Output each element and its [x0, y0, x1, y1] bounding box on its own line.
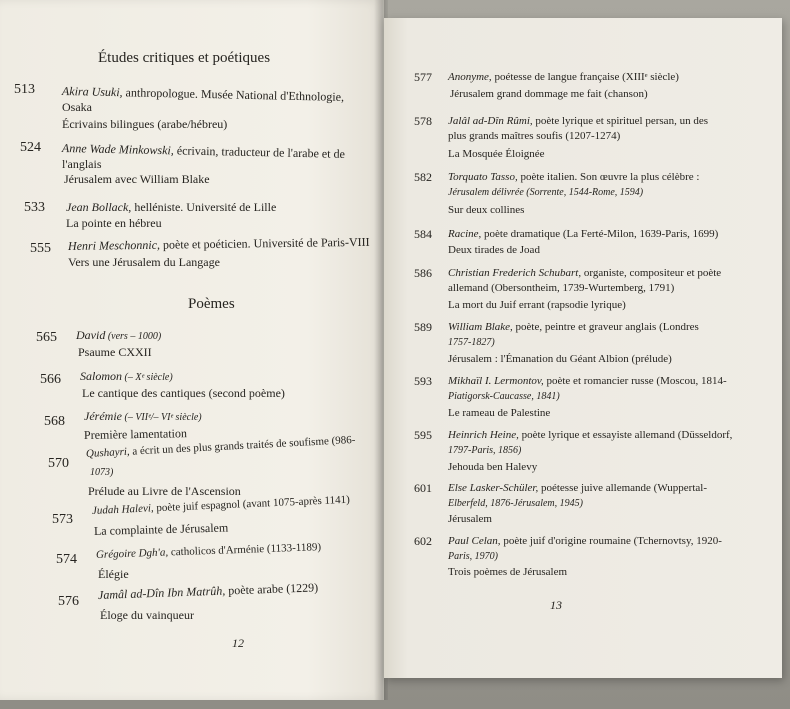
entry-author-cont: l'anglais — [62, 157, 102, 171]
entry-title: Deux tirades de Joad — [448, 244, 540, 256]
entry-title: Trois poèmes de Jérusalem — [448, 566, 568, 578]
entry-author: Jérémie (– VIIᵉ/– VIᵉ siècle) — [84, 409, 202, 423]
entry-author-cont: 1797-Paris, 1856) — [448, 445, 522, 456]
section-title-poemes: Poèmes — [188, 296, 235, 312]
entry-title: Jérusalem grand dommage me fait (chanson) — [450, 88, 648, 100]
entry-author: Judah Halevi, poète juif espagnol (avant 1075-après 1141) — [91, 493, 351, 517]
entry-title: Le rameau de Palestine — [448, 407, 551, 419]
entry-author: Jalâl ad-Dîn Rûmi, poète lyrique et spirituel persan, un des — [448, 115, 708, 127]
entry-author-cont: Jérusalem délivrée (Sorrente, 1544-Rome, 1594) — [448, 187, 644, 198]
entry-author-cont: Osaka — [62, 100, 92, 114]
entry-author-cont: Piatigorsk-Caucasse, 1841) — [448, 391, 560, 402]
entry-author-cont: 1073) — [90, 467, 114, 478]
entry-number: 568 — [44, 414, 65, 429]
entry-author-cont: Elberfeld, 1876-Jérusalem, 1945) — [448, 498, 583, 509]
entry-author: Anne Wade Minkowski, écrivain, traducteur de l'arabe et de — [61, 141, 346, 161]
entry-title: La mort du Juif errant (rapsodie lyrique) — [448, 299, 626, 311]
section-title-etudes: Études critiques et poétiques — [98, 50, 271, 66]
entry-title: La complainte de Jérusalem — [93, 520, 229, 538]
entry-title: Psaume CXXII — [78, 345, 152, 359]
entry-number: 593 — [414, 374, 432, 388]
entry-number: 555 — [30, 241, 51, 256]
entry-number: 574 — [56, 552, 77, 567]
entry-title: Jérusalem — [448, 513, 492, 525]
entry-number: 582 — [414, 170, 432, 184]
entry-author: Racine, poète dramatique (La Ferté-Milon, 1639-Paris, 1699) — [448, 228, 719, 240]
entry-title: Vers une Jérusalem du Langage — [68, 255, 220, 269]
entry-title: Élégie — [98, 567, 129, 581]
entry-number: 589 — [414, 320, 432, 334]
page-number: 12 — [232, 636, 244, 650]
entry-author: Jean Bollack, helléniste. Université de Lille — [66, 200, 277, 214]
entry-number: 601 — [414, 481, 432, 495]
entry-author: Qushayri, a écrit un des plus grands traités de soufisme (986- — [85, 433, 356, 460]
entry-number: 513 — [14, 82, 35, 97]
entry-title: Sur deux collines — [448, 204, 525, 216]
entry-title: La pointe en hébreu — [66, 216, 162, 230]
entry-number: 578 — [414, 114, 432, 128]
entry-number: 595 — [414, 428, 432, 442]
entry-title: Jehouda ben Halevy — [448, 461, 538, 473]
entry-number: 576 — [58, 594, 79, 609]
entry-author: Else Lasker-Schüler, poétesse juive allemande (Wuppertal- — [448, 482, 707, 494]
entry-title: La Mosquée Éloignée — [448, 148, 545, 160]
entry-title: Jérusalem : l'Émanation du Géant Albion (prélude) — [448, 353, 672, 365]
entry-author: Torquato Tasso, poète italien. Son œuvre la plus célèbre : — [448, 171, 700, 183]
entry-author: Christian Frederich Schubart, organiste, compositeur et poète — [448, 267, 722, 279]
entry-author: Henri Meschonnic, poète et poéticien. Université de Paris-VIII — [67, 234, 370, 253]
entry-number: 586 — [414, 266, 432, 280]
entry-author: Paul Celan, poète juif d'origine roumaine (Tchernovtsy, 1920- — [448, 535, 722, 547]
entry-number: 577 — [414, 70, 432, 84]
entry-author: Akira Usuki, anthropologue. Musée National d'Ethnologie, — [61, 84, 345, 104]
entry-title: Première lamentation — [83, 426, 188, 442]
left-page — [0, 0, 384, 700]
entry-author-cont: plus grands maîtres soufis (1207-1274) — [448, 130, 621, 142]
entry-author: Mikhaïl I. Lermontov, poète et romancier russe (Moscou, 1814- — [448, 375, 727, 387]
page-number: 13 — [550, 598, 562, 612]
entry-number: 565 — [36, 330, 57, 345]
entry-author: Heinrich Heine, poète lyrique et essayiste allemand (Düsseldorf, — [448, 429, 733, 441]
entry-number: 602 — [414, 534, 432, 548]
entry-title: Jérusalem avec William Blake — [64, 172, 210, 186]
entry-author-cont: Paris, 1970) — [448, 551, 498, 562]
entry-author: Jamâl ad-Dîn Ibn Matrûh, poète arabe (1229) — [97, 580, 319, 602]
entry-author: Salomon (– Xᵉ siècle) — [80, 369, 173, 383]
entry-number: 524 — [20, 140, 41, 155]
entry-author-cont: allemand (Obersontheim, 1739-Wurtemberg, 1791) — [448, 282, 675, 294]
entry-number: 570 — [48, 456, 69, 471]
entry-author: Anonyme, poétesse de langue française (XIIIᵉ siècle) — [448, 71, 679, 83]
entry-author-cont: 1757-1827) — [448, 337, 495, 348]
entry-title: Prélude au Livre de l'Ascension — [88, 484, 241, 498]
entry-author: Grégoire Dgh'a, catholicos d'Arménie (1133-1189) — [95, 541, 322, 561]
entry-number: 584 — [414, 227, 432, 241]
entry-title: Le cantique des cantiques (second poème) — [82, 386, 285, 400]
entry-author: David (vers – 1000) — [76, 328, 162, 342]
entry-number: 533 — [24, 200, 45, 215]
entry-number: 566 — [40, 372, 61, 387]
right-page — [384, 18, 782, 678]
entry-author: William Blake, poète, peintre et graveur anglais (Londres — [448, 321, 699, 333]
entry-title: Éloge du vainqueur — [100, 608, 194, 622]
entry-number: 573 — [52, 512, 73, 527]
entry-title: Écrivains bilingues (arabe/hébreu) — [62, 117, 228, 131]
